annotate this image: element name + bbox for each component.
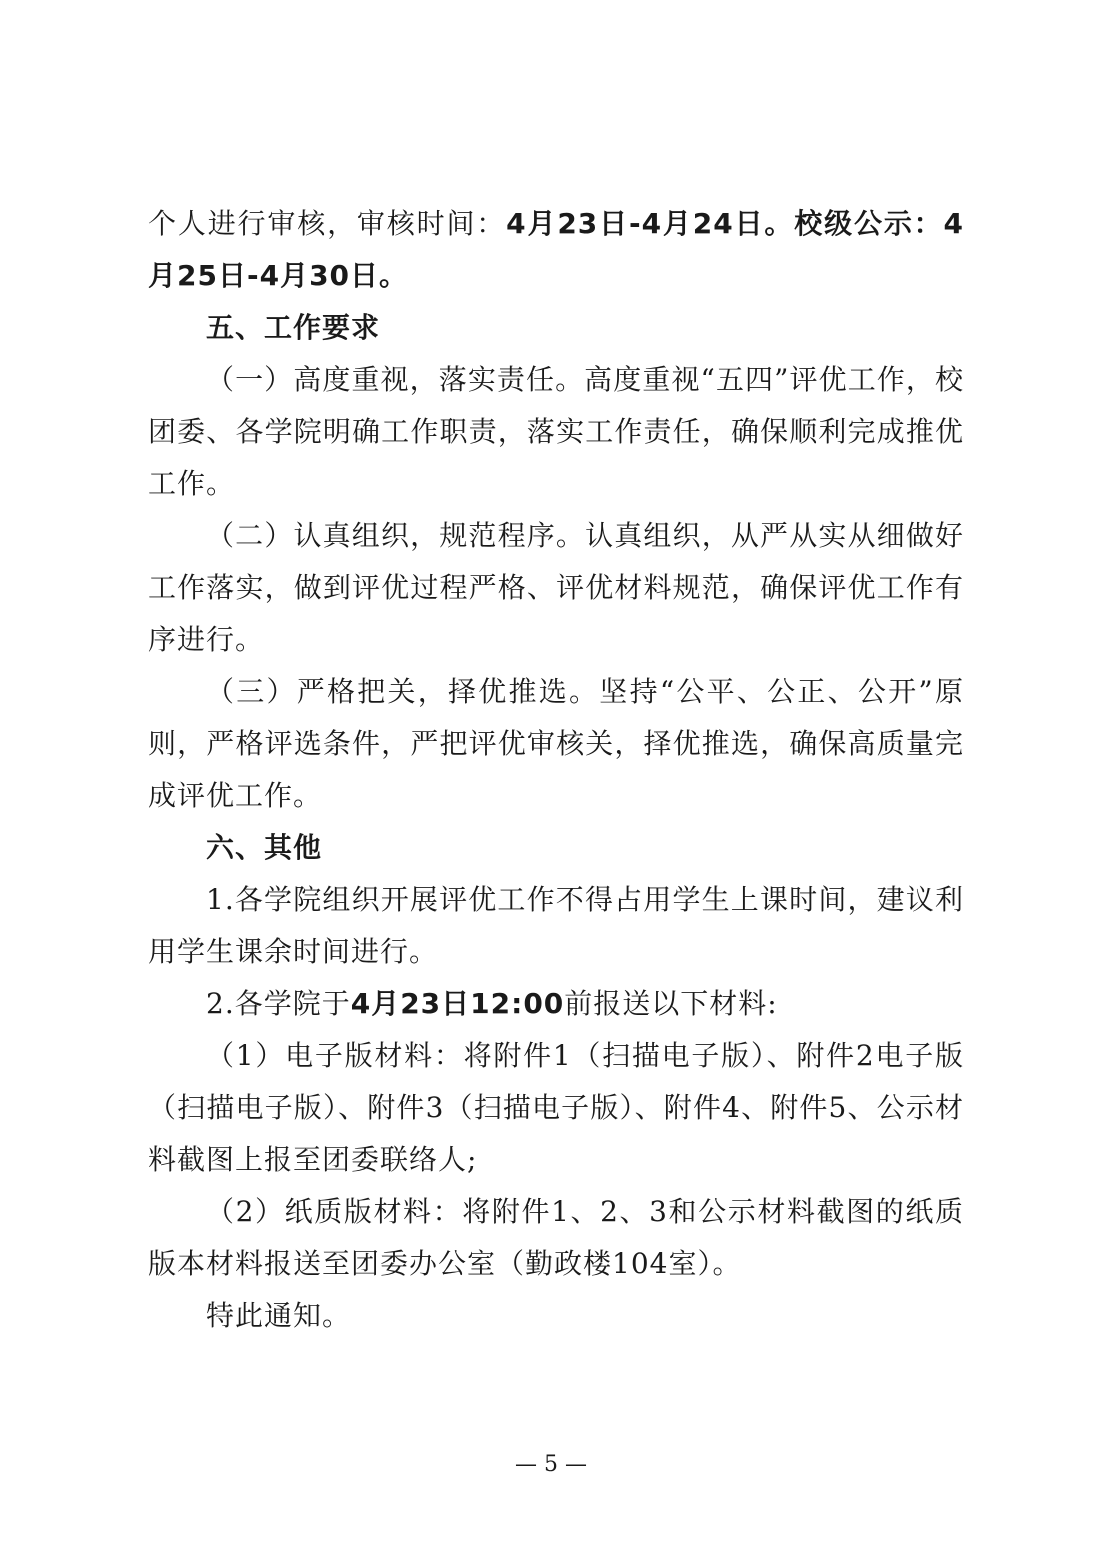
paragraph-requirement-3: （三）严格把关，择优推选。坚持“公平、公正、公开”原则，严格评选条件，严把评优审核关，择优推选，确保高质量完成评优工作。 — [148, 675, 964, 812]
paragraph-requirement-2: （二）认真组织，规范程序。认真组织，从严从实从细做好工作落实，做到评优过程严格、评优材料规范，确保评优工作有序进行。 — [148, 519, 964, 656]
document-body — [148, 198, 964, 1342]
submission-deadline: 4月23日12:00 — [350, 987, 565, 1020]
other-2-tail: 前报送以下材料: — [564, 987, 778, 1020]
paragraph-requirement-1: （一）高度重视，落实责任。高度重视“五四”评优工作，校团委、各学院明确工作职责，落实工作责任，确保顺利完成推优工作。 — [148, 363, 964, 500]
paragraph-paper-materials: （2）纸质版材料：将附件1、2、3和公示材料截图的纸质版本材料报送至团委办公室（勤政楼104室）。 — [148, 1195, 964, 1280]
review-dates: 4月23日-4月24日。校级公示：4月25日-4月30日。 — [148, 207, 964, 292]
paragraph-review-time — [148, 198, 964, 302]
paragraph-electronic-materials: （1）电子版材料：将附件1（扫描电子版）、附件2电子版（扫描电子版）、附件3（扫描电子版）、附件4、附件5、公示材料截图上报至团委联络人; — [148, 1039, 964, 1176]
paragraph-other-1: 1.各学院组织开展评优工作不得占用学生上课时间，建议利用学生课余时间进行。 — [148, 883, 964, 968]
other-2-lead: 2.各学院于 — [206, 987, 351, 1020]
paragraph-closing: 特此通知。 — [206, 1299, 352, 1332]
page-number: — 5 — — [515, 1452, 587, 1477]
review-text: 个人进行审核，审核时间： — [148, 207, 507, 240]
section-heading-other: 六、其他 — [206, 831, 323, 864]
section-heading-requirements: 五、工作要求 — [206, 311, 381, 344]
paragraph-other-2 — [148, 978, 964, 1030]
